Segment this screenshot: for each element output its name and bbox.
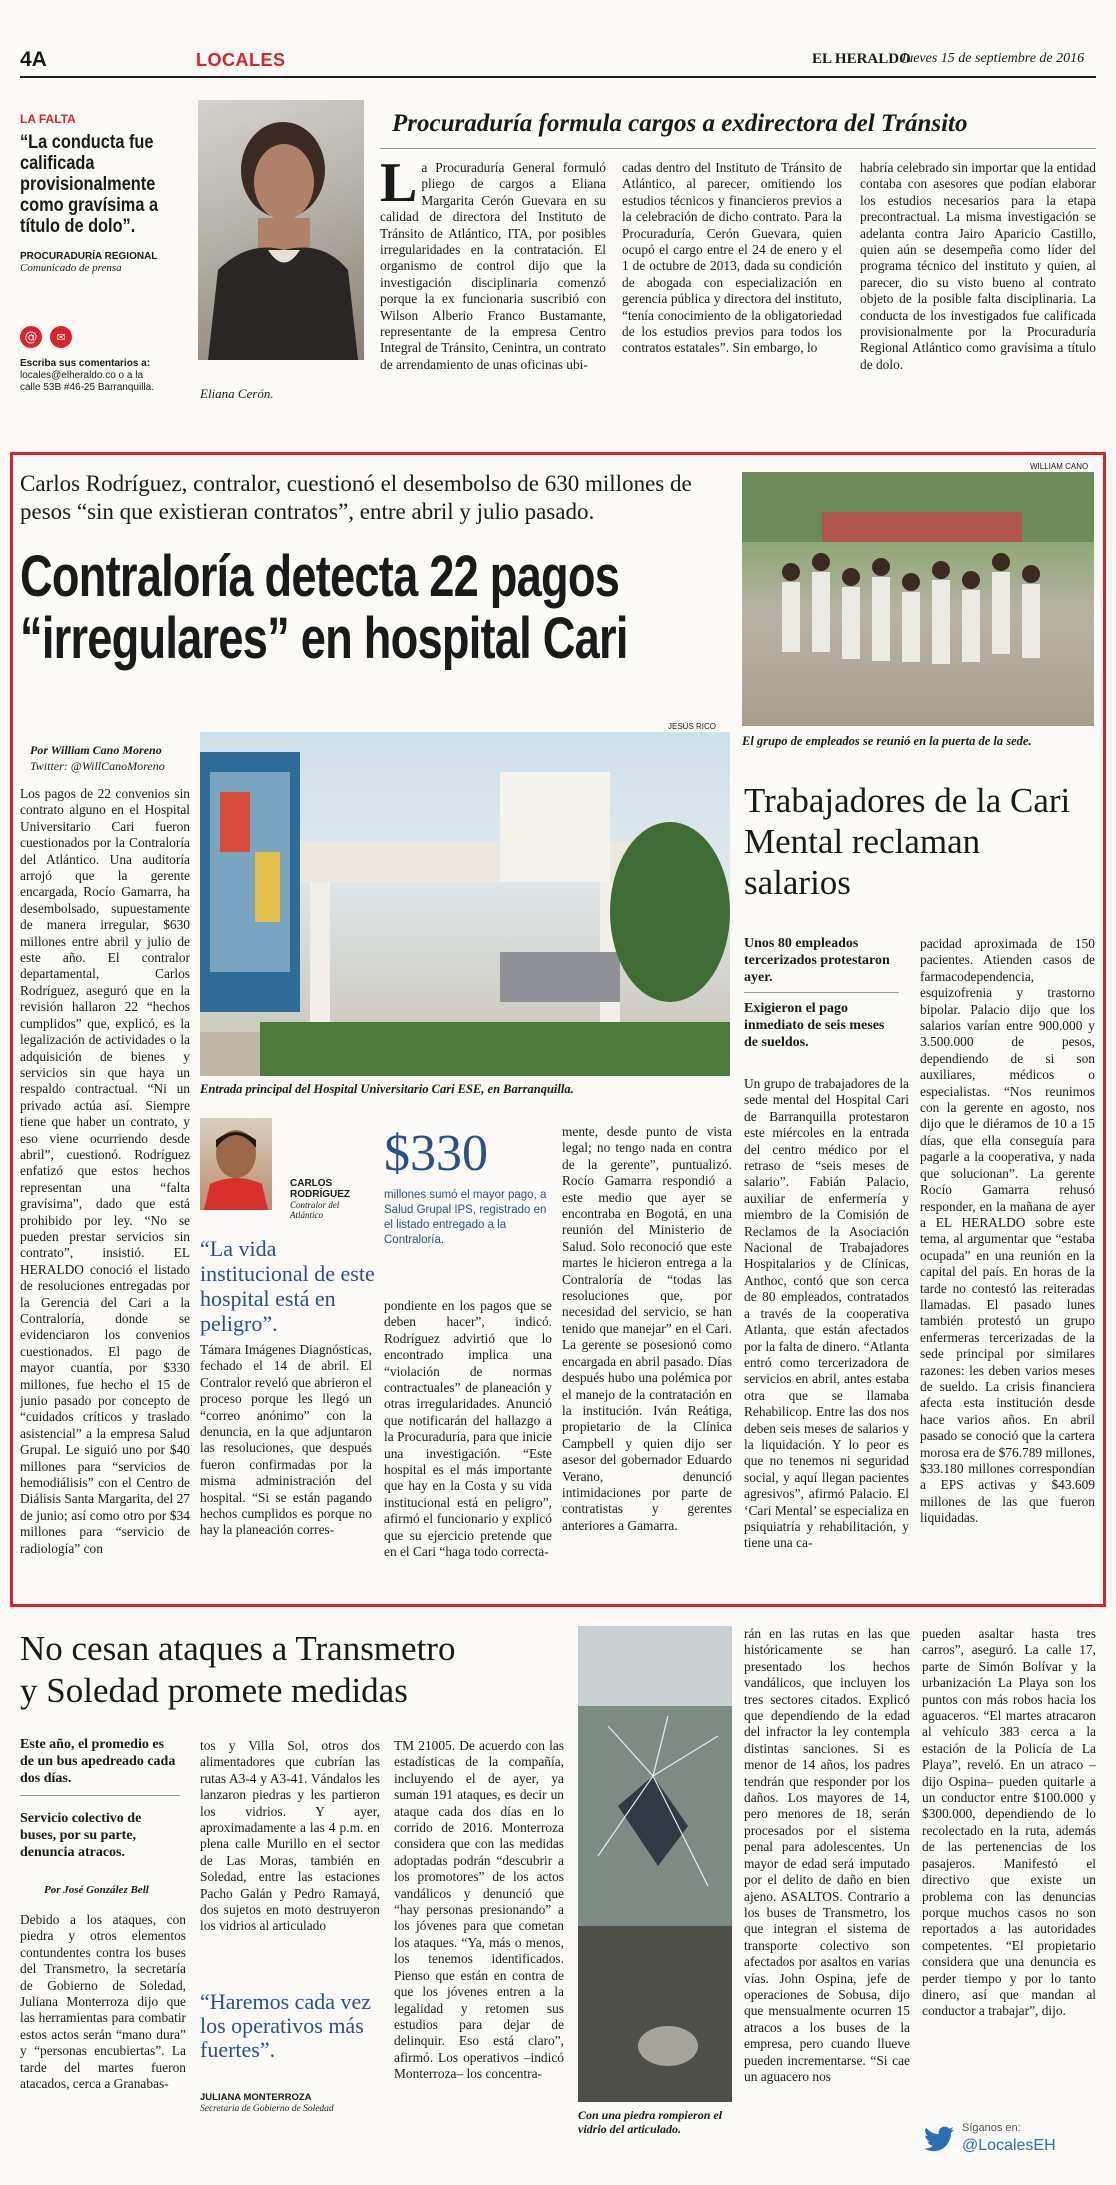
comment-line-1: Escriba sus comentarios a:	[20, 358, 151, 369]
drop-cap: L	[380, 160, 418, 214]
person-title: Contralor del Atlántico	[290, 1200, 340, 1220]
photo-credit-top: WILLIAM CANO	[1030, 462, 1089, 471]
section-name: LOCALES	[196, 50, 286, 70]
email-icon[interactable]: @	[20, 326, 42, 348]
bottom-summary-2: Servicio colectivo de buses, por su parte, denuncia atracos.	[20, 1811, 142, 1860]
top-story-col-3: habría celebrado sin importar que la entidad contaba con asesores que podían elaborar los estudios necesarios para la etapa precontractual. La misma investigación se adelanta contra Jairo Aparicio Castillo, quien aún se desempeña como líder del programa técnico del instituto y quien, al parecer, dio su visto bueno al contrato objeto de la posible falta disciplinaria. La conducta de los investigados fue calificada provisionalmente por la Procuraduría Regional Atlántico como gravísima a título de dolo.	[860, 160, 1096, 372]
portrait-caption: Eliana Cerón.	[200, 386, 274, 401]
twitter-follow-box[interactable]	[924, 2118, 1094, 2162]
page-header	[0, 0, 1116, 80]
top-story-divider	[380, 148, 1096, 149]
header-rule	[20, 76, 1096, 78]
eliana-ceron-photo	[198, 100, 364, 360]
twitter-handle[interactable]: @LocalesEH	[962, 2137, 1056, 2154]
main-pull-quote: “La vida institucional de este hospital está en peligro”.	[200, 1236, 375, 1336]
comment-line-3: calle 53B #46-25 Barranquilla.	[20, 382, 154, 393]
top-story-headline: Procuraduría formula cargos a exdirectora del Tránsito	[392, 110, 968, 137]
main-headline-line-2: “irregulares” en hospital Cari	[20, 606, 628, 671]
secondary-summary-1: Unos 80 empleados tercerizados protestaron ayer.	[744, 935, 899, 993]
secondary-summary-2: Exigieron el pago inmediato de seis meses de sueldos.	[744, 1001, 885, 1050]
quote-name: JULIANA MONTERROZA	[200, 2092, 312, 2103]
main-headline	[20, 546, 750, 670]
bottom-story-col-2: tos y Villa Sol, otros dos alimentadores que cubrían las rutas A3-4 y A3-41. Vándalos les lanzaron piedras y les partieron los vidrios. Y ayer, aproximadamente a las 4 p.m. en plena calle Murillo en el sector de Las Moras, también en Soledad, entre las estaciones Pacho Galán y Pedro Ramayá, dos sujetos en moto destruyeron los vidrios al articulado	[200, 1738, 380, 1934]
photo-caption-hospital: Entrada principal del Hospital Universitario Cari ESE, en Barranquilla.	[200, 1082, 574, 1096]
page-number: 4A	[20, 48, 47, 71]
twitter-label: Síganos en:	[962, 2122, 1021, 2134]
issue-date: Jueves 15 de septiembre de 2016	[900, 51, 1085, 66]
main-story-col-1: Los pagos de 22 convenios sin contrato alguno en el Hospital Universitario Cari fueron cuestionados por la Contraloría del Atlántico. Una auditoría arrojó que la gerente encargada, Rocío Gamarra, ha desembolsado, supuestamente de manera irregular, $630 millones entre abril y julio de este año. El contralor departamental, Carlos Rodríguez, aseguró que en la revisión hallaron 22 “hechos cumplidos” que, explicó, es la legalización de actividades o la adquisición de bienes y servicios sin que haya un respaldo contractual. “Ni un privado actúa así. Siempre tiene que haber un contrato, y eso viene ocurriendo desde abril”, cuestionó. Rodríguez enfatizó que estos hechos representan una “falta gravísima”, dado que está prohibido por ley. “No se pueden prestar servicios sin contrato”, insistió. EL HERALDO conoció el listado de resoluciones entregadas por la Gerencia del Cari a la Contraloría, donde se evidenciaron los convenios cuestionados. El pago de mayor cuantía, por $330 millones, fue hecho el 15 de junio pasado por concepto de “cuidados críticos y traslado asistencial” a la empresa Salud Grupal. Le siguió uno por $40 millones para “servicios de hemodiálisis” con el Centro de Diálisis Santa Margarita, del 27 de junio; así como otro por $34 millones para “servicio de radiología” con	[20, 786, 190, 1556]
bottom-headline-line-1: No cesan ataques a Transmetro	[20, 1629, 456, 1668]
bottom-story-col-3: TM 21005. De acuerdo con las estadísticas de la compañía, incluyendo el de ayer, ya suman 191 ataques, es decir un ataque cada dos días en lo corrido de 2016. Monterroza considera que con las medidas adoptadas podrán “descubrir a los promotores” de los actos vandálicos y denunció que “hay personas presionando” a los jóvenes para que cometan los ataques. “Ya, más o menos, los tenemos identificados. Pienso que están en contra de que los jóvenes entren a la legalidad y retomen sus estudios para dejar de delinquir. Eso está claro”, afirmó. Los operativos –indicó Monterroza– los concentra-	[394, 1738, 564, 2082]
sidebar-source: PROCURADURÍA REGIONAL	[20, 251, 158, 262]
main-story-col-3: pondiente en los pagos que se deben hacer”, indicó. Rodríguez advirtió que lo encontrado implica una “violación de normas contractuales” de planeación y otras irregularidades. Anunció que notificarán del hallazgo a la Procuraduría, para que inicie una investigación. “Este hospital es el más importante que hay en la Costa y su vida institucional está en peligro”, afirmó el funcionario y explicó que su ejercicio pretende que en el Cari “haga todo correcta-	[384, 1298, 552, 1560]
main-deck: Carlos Rodríguez, contralor, cuestionó el desembolso de 630 millones de pesos “sin que existieran contratos”, entre abril y julio pasado.	[20, 471, 692, 524]
bottom-headline-line-2: y Soledad promete medidas	[20, 1671, 408, 1710]
photo-credit-hospital: JESÚS RICO	[668, 722, 717, 731]
comment-line-2: locales@elheraldo.co o a la	[20, 370, 144, 381]
sidebar-quote: “La conducta fue calificada provisionalmente como gravísima a título de dolo”.	[20, 132, 159, 237]
protest-illustration	[742, 472, 1094, 726]
main-headline-line-1: Contraloría detecta 22 pagos	[20, 544, 620, 609]
top-story-col-1	[380, 160, 606, 392]
stat-value: $330	[384, 1125, 488, 1182]
bottom-story-col-5: pueden asaltar hasta tres carros”, aseguró. La calle 17, parte de Simón Bolívar y la urbanización La Playa son los puntos con más robos hacia los aguaceros. “El martes atracaron al vehículo 383 cerca a la estación de la Policía de La Playa”, reveló. En un atraco –dijo Ospina– pueden quitarle a un conductor entre $100.000 y $300.000, dependiendo de lo recolectado en la ruta, además de las pertenencias de los pasajeros. Manifestó el directivo que existe un problema con las denuncias porque muchos casos no son reportados a las autoridades competentes. “El propietario considera que una denuncia es perder tiempo y por lo tanto dinero, así que mandan al conductor a trabajar”, dijo.	[922, 1626, 1096, 2019]
main-byline: Por William Cano Moreno	[30, 743, 162, 757]
bus-window-illustration	[578, 1626, 732, 2102]
person-name: CARLOS RODRÍGUEZ	[290, 1178, 350, 1200]
main-story-col-4: mente, desde punto de vista legal; no tengo nada en contra de la gerente”, puntualizó. Rocío Gamarra respondió a este medio que ayer se encontraba en Bogotá, en una reunión del Ministerio de Salud. Solo reconoció que este martes le hicieron entrega a la Contraloría de “todas las resoluciones que, por necesidad del servicio, se han tenido que manejar” en el Cari. La gerente se posesionó como encargada en abril pasado. Días después hubo una polémica por el manejo de la contratación en la institución. Iván Reátiga, propietario de la Clínica Campbell y quien dijo ser asesor del gobernador Eduardo Verano, denunció intimidaciones por parte de contratistas y gerentes anteriores a Gamarra.	[562, 1124, 732, 1533]
newspaper-name: EL HERALDO	[812, 51, 911, 67]
bottom-story-col-4: rán en las rutas en las que históricamente se han presentado los hechos vandálicos, que incluyen los tres sectores citados. Explicó que dependiendo de la edad del infractor la ley contempla distintas sanciones. Si es menor de 14 años, los padres tendrán que responder por los daños. Los mayores de 14, pero menores de 18, serán procesados por el sistema penal para adolescentes. Un mayor de edad será imputado por el delito de daño en bien ajeno. ASALTOS. Contrario a los buses de Transmetro, los que integran el sistema de transporte colectivo son afectados por asaltos en varias vías. John Ospina, jefe de operaciones de Sobusa, dijo que mensualmente ocurren 15 atracos a los buses de la empresa, pero cuando llueve pueden incrementarse. “Si cae un aguacero nos	[744, 1626, 910, 2084]
bottom-story-col-1: Debido a los ataques, con piedra y otros elementos contundentes contra los buses del Transmetro, la secretaría de Gobierno de Soledad, Juliana Monterroza dijo que las herramientas para combatir estos actos serán “mano dura” y “personas encubiertas”. La tarde del martes fueron atacados, cerca a Granabas-	[20, 1912, 186, 2092]
top-story-col-2: cadas dentro del Instituto de Tránsito de Atlántico, al parecer, omitiendo los estudios técnicos y financieros previos a la celebración de dicho contrato. Para la Procuraduría, Cerón Guevara, quien ocupó el cargo entre el 24 de enero y el 1 de octubre de 2013, dada su condición de abogada con especialización en gerencia pública y directora del instituto, “tenía conocimiento de la obligatoriedad de los estudios previos para todos los contratos estatales”. Sin embargo, lo	[622, 160, 842, 356]
sidebar-quote-box	[20, 112, 188, 402]
top-story-text-1: a Procuraduría General formuló pliego de cargos a Eliana Margarita Cerón Guevara en su calidad de directora del Instituto de Tránsito de Atlántico, ITA, por posibles irregularidades en la contratación. El organismo de control dijo que la investigación disciplinaria comenzó porque la ex funcionaria suscribió con Wilson Alberio Franco Bustamante, representante de la empresa Centro Integral de Tránsito, Cenintra, un contrato de arrendamiento de unas oficinas ubi-	[380, 160, 606, 372]
bottom-byline: Por José González Bell	[44, 1884, 149, 1896]
sidebar-kicker: LA FALTA	[20, 112, 76, 126]
hospital-entrance-photo	[200, 732, 730, 1076]
chat-icon[interactable]: ✉	[50, 326, 72, 348]
bottom-photo-caption: Con una piedra rompieron el vidrio del articulado.	[578, 2108, 723, 2136]
carlos-rodriguez-photo	[200, 1118, 272, 1210]
photo-caption-top: El grupo de empleados se reunió en la puerta de la sede.	[742, 734, 1032, 748]
broken-window-photo	[578, 1626, 732, 2102]
sidebar-source-sub: Comunicado de prensa	[20, 262, 122, 274]
secondary-story-col-1: Un grupo de trabajadores de la sede mental del Hospital Cari de Barranquilla protestaron este miércoles en la entrada del centro médico por el retraso de “seis meses de salario”. Fabián Palacio, auxiliar de enfermería y miembro de la Comisión de Reclamos de la Asociación Nacional de Trabajadores Hospitalarios y de Clínicas, Anthoc, contó que son cerca de 80 empleados, contratados a través de la cooperativa Atlanta, que están afectados por la falta de dinero. “Atlanta entró como tercerizadora de servicios en abril, antes estaba otra que se llamaba Rehabilicop. Entre las dos nos deben seis meses de salarios y la liquidación. Y lo peor es que no tenemos ni seguridad social, y aquí llegan pacientes agresivos”, afirmó Palacio. El ‘Cari Mental’ se especializa en psiquiatría y rehabilitación, y tiene una ca-	[744, 1076, 909, 1551]
quote-title: Secretaria de Gobierno de Soledad	[200, 2104, 334, 2114]
hospital-illustration	[200, 732, 730, 1076]
bottom-summary-1: Este año, el promedio es de un bus apedreado cada dos días.	[20, 1736, 180, 1796]
secondary-headline: Trabajadores de la Cari Mental reclaman salarios	[744, 781, 1071, 902]
bottom-headline	[20, 1628, 560, 1712]
employees-protest-photo	[742, 472, 1094, 726]
headshot-illustration	[200, 1118, 272, 1210]
bottom-pull-quote: “Haremos cada vez los operativos más fuertes”.	[200, 1989, 372, 2062]
twitter-bird-icon	[924, 2126, 954, 2152]
main-twitter: Twitter: @WillCanoMoreno	[30, 759, 165, 773]
stat-text: millones sumó el mayor pago, a Salud Grupal IPS, registrado en el listado entregado a la Contraloría.	[384, 1189, 547, 1246]
main-story-col-2: Támara Imágenes Diagnósticas, fechado el 14 de abril. El Contralor reveló que abrieron el proceso porque les llegó un “correo anónimo” con la denuncia, en la que adjuntaron las resoluciones, que después fueron confirmadas por la misma administración del hospital. “Si se están pagando hechos cumplidos es porque no hay la planeación corres-	[200, 1342, 372, 1538]
portrait-illustration	[198, 100, 364, 360]
secondary-story-col-2: pacidad aproximada de 150 pacientes. Atienden casos de farmacodependencia, esquizofrenia y trastorno bipolar. Palacio dijo que los salarios varían entre 900.000 y 3.500.000 de pesos, dependiendo de si son auxiliares, médicos o especialistas. “Nos reunimos con la gerente en agosto, nos dijo que le diéramos de 10 a 15 días, que ella conseguía para pagarle a la cooperativa, y nada que solucionan”. La gerente Rocío Gamarra rehusó responder, en la mañana de ayer a EL HERALDO sobre este tema, al argumentar que “estaba ocupada” en una reunión en la capital del país. En horas de la tarde no contestó las reiteradas llamadas. El pasado lunes también protestó un grupo enfermeras tercerizadas de la sede principal por similares razones: les deben varios meses de sueldo. La crisis financiera afecta esta institución desde hace varios años. En abril pasado se conoció que la cartera morosa era de $76.789 millones, $33.180 millones correspondían a EPS activas y $43.609 millones de las que fueron liquidadas.	[920, 936, 1095, 1526]
